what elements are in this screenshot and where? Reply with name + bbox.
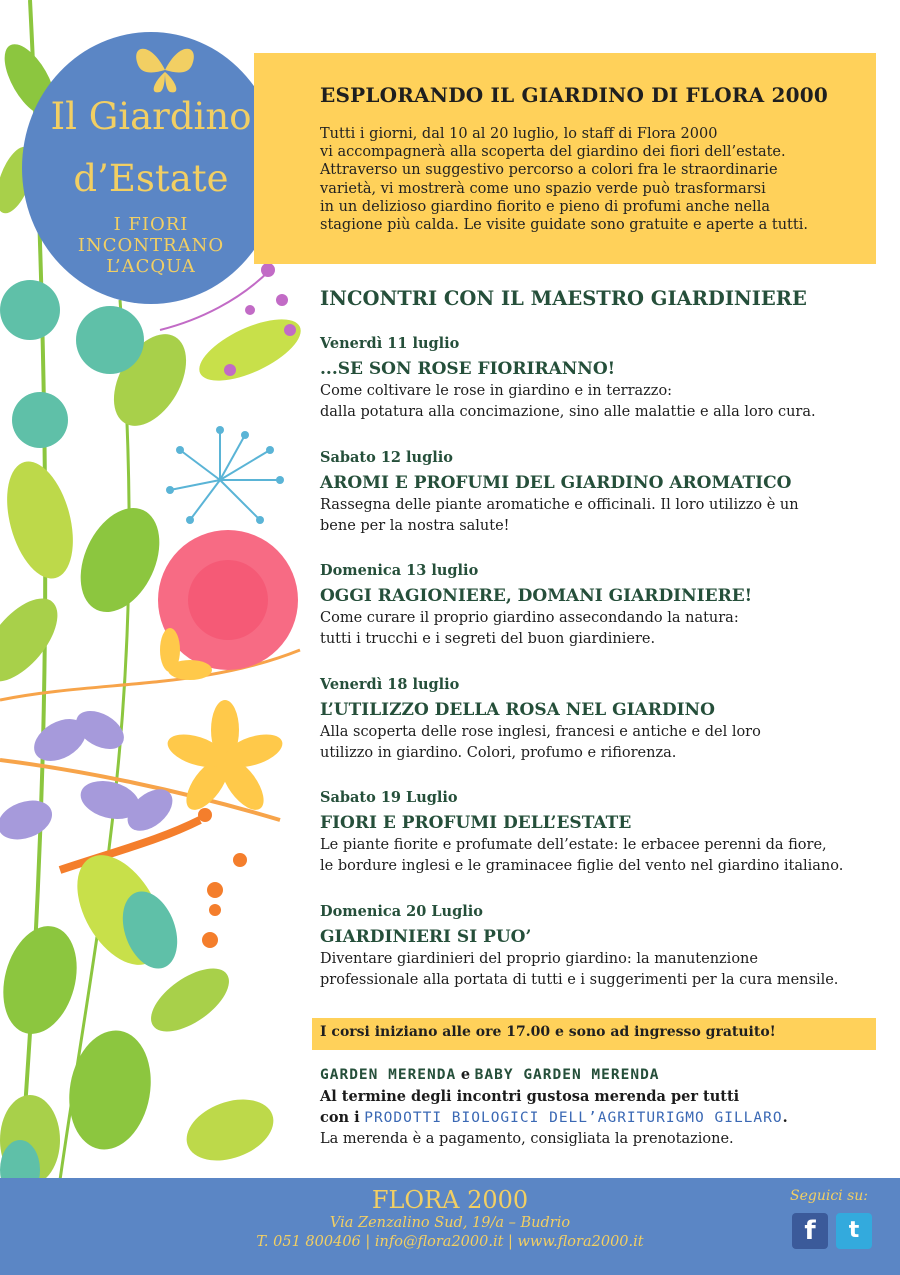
event-title: FIORI E PROFUMI DELL’ESTATE [320,813,632,833]
intro-box [254,53,876,264]
footer-company-name: FLORA 2000 [371,1186,529,1214]
footer-address: Via Zenzalino Sud, 19/a – Budrio [329,1215,571,1231]
butterfly-icon [130,40,200,100]
event-desc-line1: Come curare il proprio giardino assecondando la natura: [320,610,739,626]
merenda-title-join: e [460,1066,471,1083]
event-badge [22,32,280,304]
footer [0,1178,900,1275]
merenda-section [320,1064,880,1150]
event-desc-line1: Diventare giardinieri del proprio giardino: la manutenzione [320,950,758,967]
section-title: INCONTRI CON IL MAESTRO GIARDINIERE [320,287,807,310]
event-list [320,334,880,1015]
event-date: Sabato 19 Luglio [320,789,458,806]
event-desc-line1: Rassegna delle piante aromatiche e officinali. Il loro utilizzo è un [320,496,799,513]
event-desc-line2: professionale alla portata di tutti e i suggerimenti per la cura mensile. [320,971,839,988]
event-date: Domenica 13 luglio [320,562,479,579]
event-desc-line1: Le piante fiorite e profumate dell’estate: le erbacee perenni da fiore, [320,837,827,853]
intro-heading: ESPLORANDO IL GIARDINO DI FLORA 2000 [320,83,828,107]
intro-text: Tutti i giorni, dal 10 al 20 luglio, lo staff di Flora 2000 vi accompagnerà alla scoperta del giardino dei fiori dell’estate. Attraverso un suggestivo percorso a colori fra le straordinarie varietà, vi mostrerà come uno spazio verde può trasformarsi in un delizioso giardino fiorito e pieno di profumi anche nella stagione più calda. Le visite guidate sono gratuite e aperte a tutti. [320,126,808,234]
event-date: Sabato 12 luglio [320,448,453,466]
event-title: GIARDINIERI SI PUO’ [320,926,532,947]
event-item [320,334,880,448]
event-item [320,448,880,562]
event-date: Venerdì 11 luglio [320,335,460,352]
event-desc-line2: utilizzo in giardino. Colori, profumo e rifiorenza. [320,744,677,761]
merenda-title-b: BABY GARDEN MERENDA [474,1067,660,1083]
merenda-title [320,1064,880,1086]
merenda-line2: con i PRODOTTI BIOLOGICI DELL’AGRITURIGMO GILLARO. [320,1109,788,1126]
footer-contact[interactable]: T. 051 800406 | info@flora2000.it | www.flora2000.it [256,1234,644,1250]
merenda-line3: La merenda è a pagamento, consigliata la prenotazione. [320,1131,734,1147]
courses-notice [312,1018,876,1050]
badge-title-line1: Il Giardino [50,95,252,138]
event-item [320,675,880,789]
event-desc-line1: Come coltivare le rose in giardino e in terrazzo: [320,383,673,399]
courses-notice-text: I corsi iniziano alle ore 17.00 e sono ad ingresso gratuito! [320,1024,776,1040]
badge-subtitle: I FIORI INCONTRANO L’ACQUA [77,214,225,277]
facebook-icon[interactable]: f [792,1213,828,1249]
event-desc-line2: dalla potatura alla concimazione, sino alle malattie e alla loro cura. [320,404,816,420]
event-item [320,788,880,902]
twitter-icon[interactable]: t [836,1213,872,1249]
event-title: L’UTILIZZO DELLA ROSA NEL GIARDINO [320,699,715,720]
merenda-products: PRODOTTI BIOLOGICI DELL’AGRITURIGMO GILLARO [364,1110,783,1126]
event-date: Domenica 20 Luglio [320,902,483,920]
event-desc-line1: Alla scoperta delle rose inglesi, francesi e antiche e del loro [320,723,761,740]
event-desc-line2: le bordure inglesi e le graminacee figlie del vento nel giardino italiano. [320,858,844,874]
merenda-title-a: GARDEN MERENDA [320,1067,457,1083]
event-item [320,902,880,1016]
event-desc-line2: bene per la nostra salute! [320,517,510,534]
merenda-line1: Al termine degli incontri gustosa merenda per tutti [320,1088,740,1105]
event-item [320,561,880,675]
event-title: OGGI RAGIONIERE, DOMANI GIARDINIERE! [320,586,753,606]
badge-title-line2: d’Estate [73,157,229,200]
event-title: AROMI E PROFUMI DEL GIARDINO AROMATICO [320,472,792,493]
follow-us-label: Seguici su: [790,1188,869,1204]
event-desc-line2: tutti i trucchi e i segreti del buon giardiniere. [320,631,656,647]
event-date: Venerdì 18 luglio [320,675,460,693]
event-title: ...SE SON ROSE FIORIRANNO! [320,359,616,379]
